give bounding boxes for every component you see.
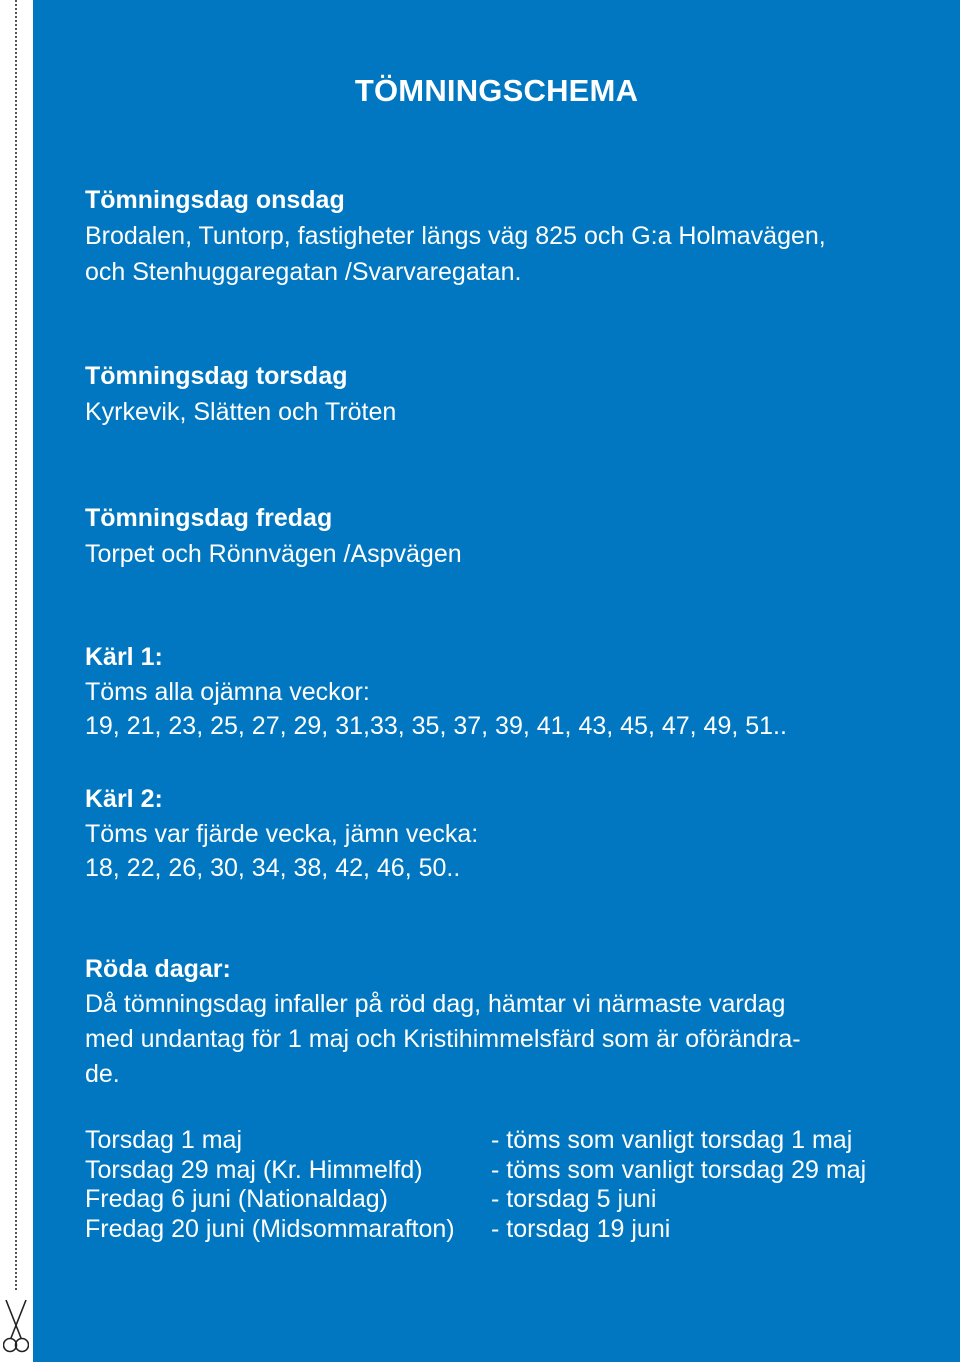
holiday-row (85, 1185, 935, 1215)
section-text-line: Kyrkevik, Slätten och Tröten (85, 398, 397, 426)
cut-line (15, 0, 17, 1290)
holiday-note: - torsdag 5 juni (491, 1185, 657, 1213)
week-list: 19, 21, 23, 25, 27, 29, 31,33, 35, 37, 39, 41, 43, 45, 47, 49, 51.. (85, 712, 787, 740)
section-bin-1 (85, 640, 925, 744)
section-heading: Kärl 2: (85, 785, 163, 813)
holiday-note: - töms som vanligt torsdag 29 maj (491, 1155, 867, 1184)
section-text-line: Töms var fjärde vecka, jämn vecka: (85, 819, 479, 848)
section-text-line: och Stenhuggaregatan /Svarvaregatan. (85, 258, 522, 286)
holiday-date: Fredag 20 juni (Midsommarafton) (85, 1214, 455, 1243)
section-heading: Röda dagar: (85, 955, 231, 983)
section-text-line: Brodalen, Tuntorp, fastigheter längs väg 825 och G:a Holmavägen, (85, 222, 826, 250)
section-heading: Kärl 1: (85, 643, 163, 671)
scissors-icon (3, 1298, 29, 1356)
holiday-row (85, 1215, 935, 1245)
section-text-line: de. (85, 1060, 120, 1088)
holiday-date: Fredag 6 juni (Nationaldag) (85, 1185, 388, 1213)
section-bin-2 (85, 782, 925, 886)
page-title: TÖMNINGSCHEMA (354, 73, 639, 108)
section-text-line: med undantag för 1 maj och Kristihimmelsfärd som är oförändra- (85, 1025, 801, 1053)
section-red-days (85, 952, 925, 1092)
section-text-line: Töms alla ojämna veckor: (85, 677, 370, 706)
section-wednesday (85, 182, 925, 290)
holiday-note: - töms som vanligt torsdag 1 maj (491, 1126, 853, 1154)
holiday-note: - torsdag 19 juni (491, 1214, 671, 1243)
holiday-table (85, 1126, 935, 1244)
section-friday (85, 500, 925, 572)
schedule-panel (33, 0, 960, 1362)
week-list: 18, 22, 26, 30, 34, 38, 42, 46, 50.. (85, 854, 461, 882)
holiday-date: Torsdag 1 maj (85, 1126, 243, 1154)
section-text-line: Då tömningsdag infaller på röd dag, hämtar vi närmaste vardag (85, 990, 786, 1018)
section-heading: Tömningsdag onsdag (85, 186, 345, 214)
holiday-date: Torsdag 29 maj (Kr. Himmelfd) (85, 1155, 423, 1184)
section-thursday (85, 358, 925, 430)
holiday-row (85, 1126, 935, 1156)
section-heading: Tömningsdag torsdag (85, 362, 348, 390)
section-text-line: Torpet och Rönnvägen /Aspvägen (85, 540, 462, 568)
section-heading: Tömningsdag fredag (85, 504, 333, 532)
holiday-row (85, 1156, 935, 1186)
